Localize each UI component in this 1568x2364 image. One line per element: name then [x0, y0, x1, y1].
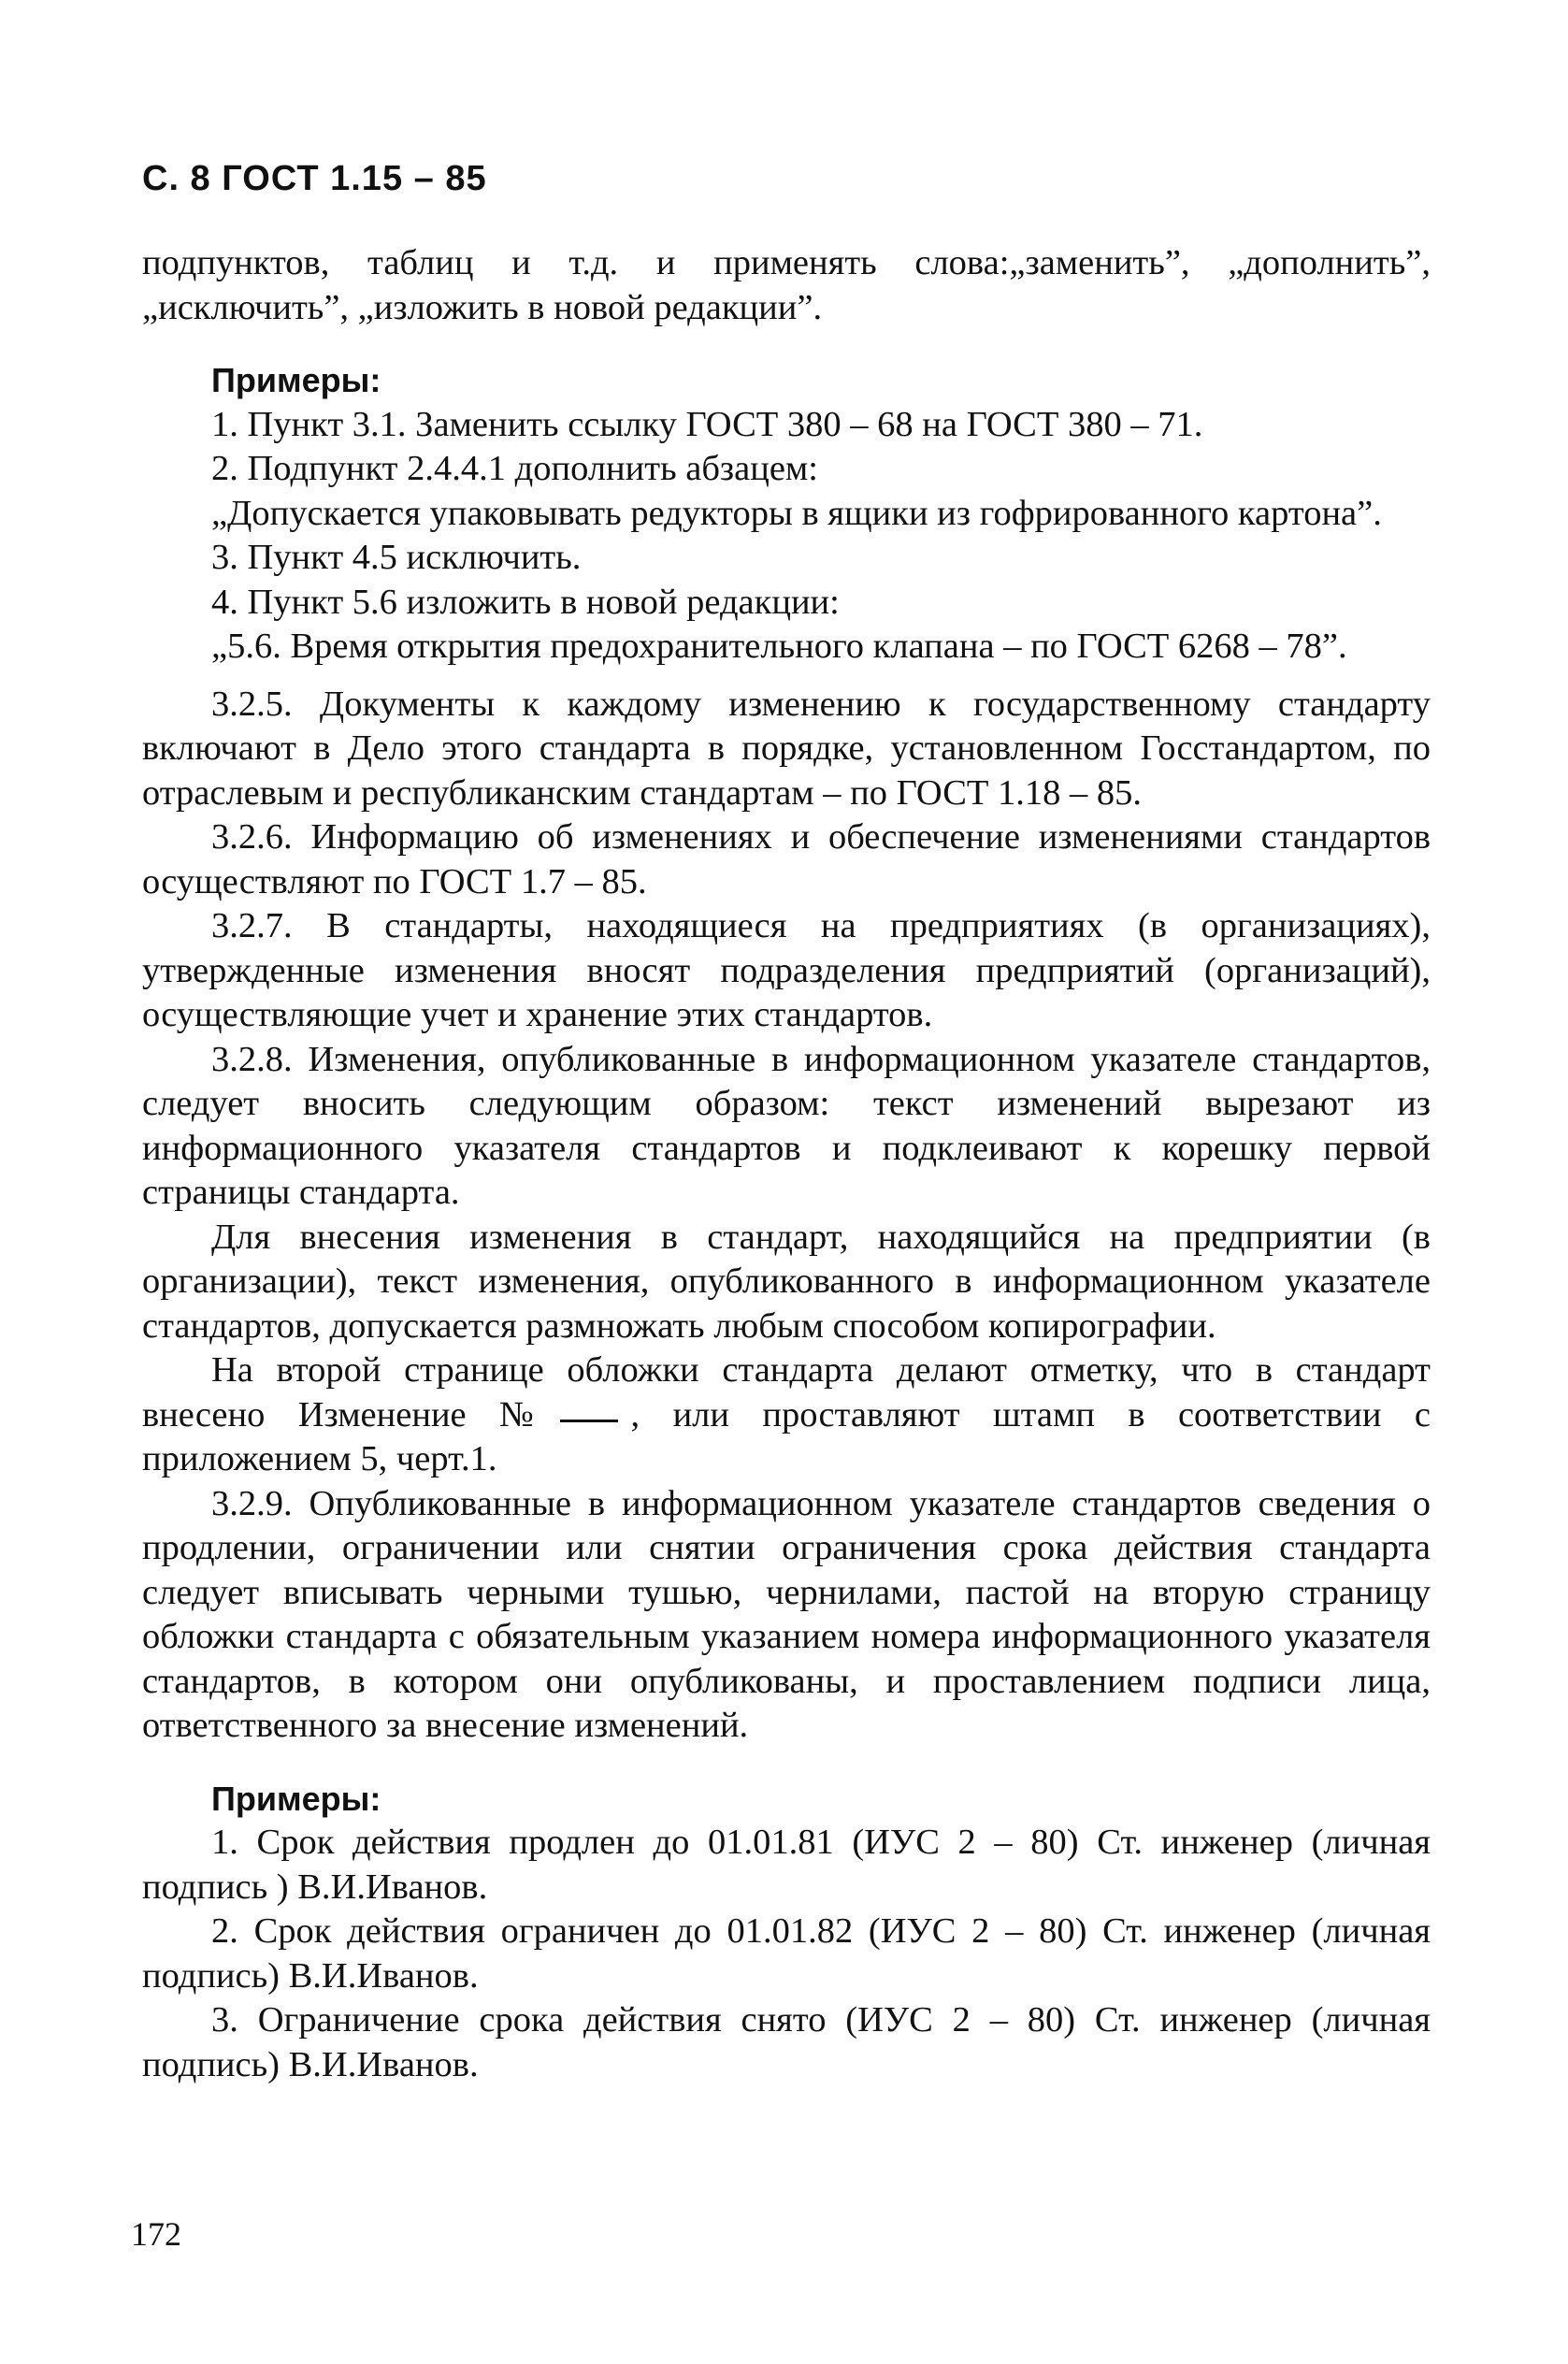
- page-header: С. 8 ГОСТ 1.15 – 85: [142, 159, 487, 198]
- paragraph-3-2-9: 3.2.9. Опубликованные в информационном указателе стандартов сведения о продлении, ограничении или снятии ограничения срока действия стандарта следует вписывать черными тушью, чернилами, пастой на вторую страницу обложки стандарта с обязательным указанием номера информационного указателя стандартов, в котором они опубликованы, и проставлением подписи лица, ответственного за внесение изменений.: [142, 1483, 1431, 1745]
- example-quote: „5.6. Время открытия предохранительного клапана – по ГОСТ 6268 – 78”.: [211, 627, 1347, 666]
- mark-text-before: На второй странице обложки стандарта делают отметку, что в стандарт внесено Изменение №: [142, 1350, 1431, 1434]
- paragraph-3-2-8-mark: [142, 1348, 1431, 1482]
- example-item: 3. Пункт 4.5 исключить.: [211, 538, 582, 577]
- paragraph-3-2-8-continued: Для внесения изменения в стандарт, находящийся на предприятии (в организации), текст изменения, опубликованного в информационном указателе стандартов, допускается размножать любым способом копирографии.: [142, 1217, 1431, 1346]
- examples-heading: Примеры:: [211, 361, 381, 399]
- example-item: 4. Пункт 5.6 изложить в новой редакции:: [211, 582, 840, 622]
- example-quote: „Допускается упаковывать редукторы в ящики из гофрированного картона”.: [211, 493, 1382, 533]
- paragraph-3-2-6: 3.2.6. Информацию об изменениях и обеспечение изменениями стандартов осуществляют по ГОСТ 1.7 – 85.: [142, 817, 1431, 901]
- example-item: 2. Срок действия ограничен до 01.01.82 (ИУС 2 – 80) Ст. инженер (личная подпись) В.И.Иванов.: [142, 1911, 1431, 1996]
- example-item: 2. Подпункт 2.4.4.1 дополнить абзацем:: [211, 449, 818, 488]
- paragraph-3-2-8: 3.2.8. Изменения, опубликованные в информационном указателе стандартов, следует вносить следующим образом: текст изменений вырезают из информационного указателя стандартов и подклеивают к корешку первой страницы стандарта.: [142, 1039, 1431, 1212]
- blank-line: [560, 1420, 618, 1422]
- examples-heading: Примеры:: [211, 1779, 381, 1818]
- paragraph-3-2-7: 3.2.7. В стандарты, находящиеся на предприятиях (в организациях), утвержденные изменения вносят подразделения предприятий (организаций), осуществляющие учет и хранение этих стандартов.: [142, 906, 1431, 1034]
- mark-text-after: , или проставляют штамп в соответствии с приложением 5, черт.1.: [142, 1394, 1431, 1478]
- paragraph-continuation: подпунктов, таблиц и т.д. и применять слова:„заменить”, „дополнить”, „исключить”, „изложить в новой редакции”.: [142, 243, 1431, 327]
- example-item: 3. Ограничение срока действия снято (ИУС 2 – 80) Ст. инженер (личная подпись) В.И.Иванов.: [142, 2000, 1431, 2084]
- page-number: 172: [131, 2215, 181, 2253]
- example-item: 1. Пункт 3.1. Заменить ссылку ГОСТ 380 – 68 на ГОСТ 380 – 71.: [211, 404, 1203, 444]
- example-item: 1. Срок действия продлен до 01.01.81 (ИУС 2 – 80) Ст. инженер (личная подпись ) В.И.Иванов.: [142, 1823, 1431, 1907]
- document-body: [142, 241, 1431, 2087]
- paragraph-3-2-5: 3.2.5. Документы к каждому изменению к государственному стандарту включают в Дело этого стандарта в порядке, установленном Госстандартом, по отраслевым и республиканским стандартам – по ГОСТ 1.18 – 85.: [142, 684, 1431, 813]
